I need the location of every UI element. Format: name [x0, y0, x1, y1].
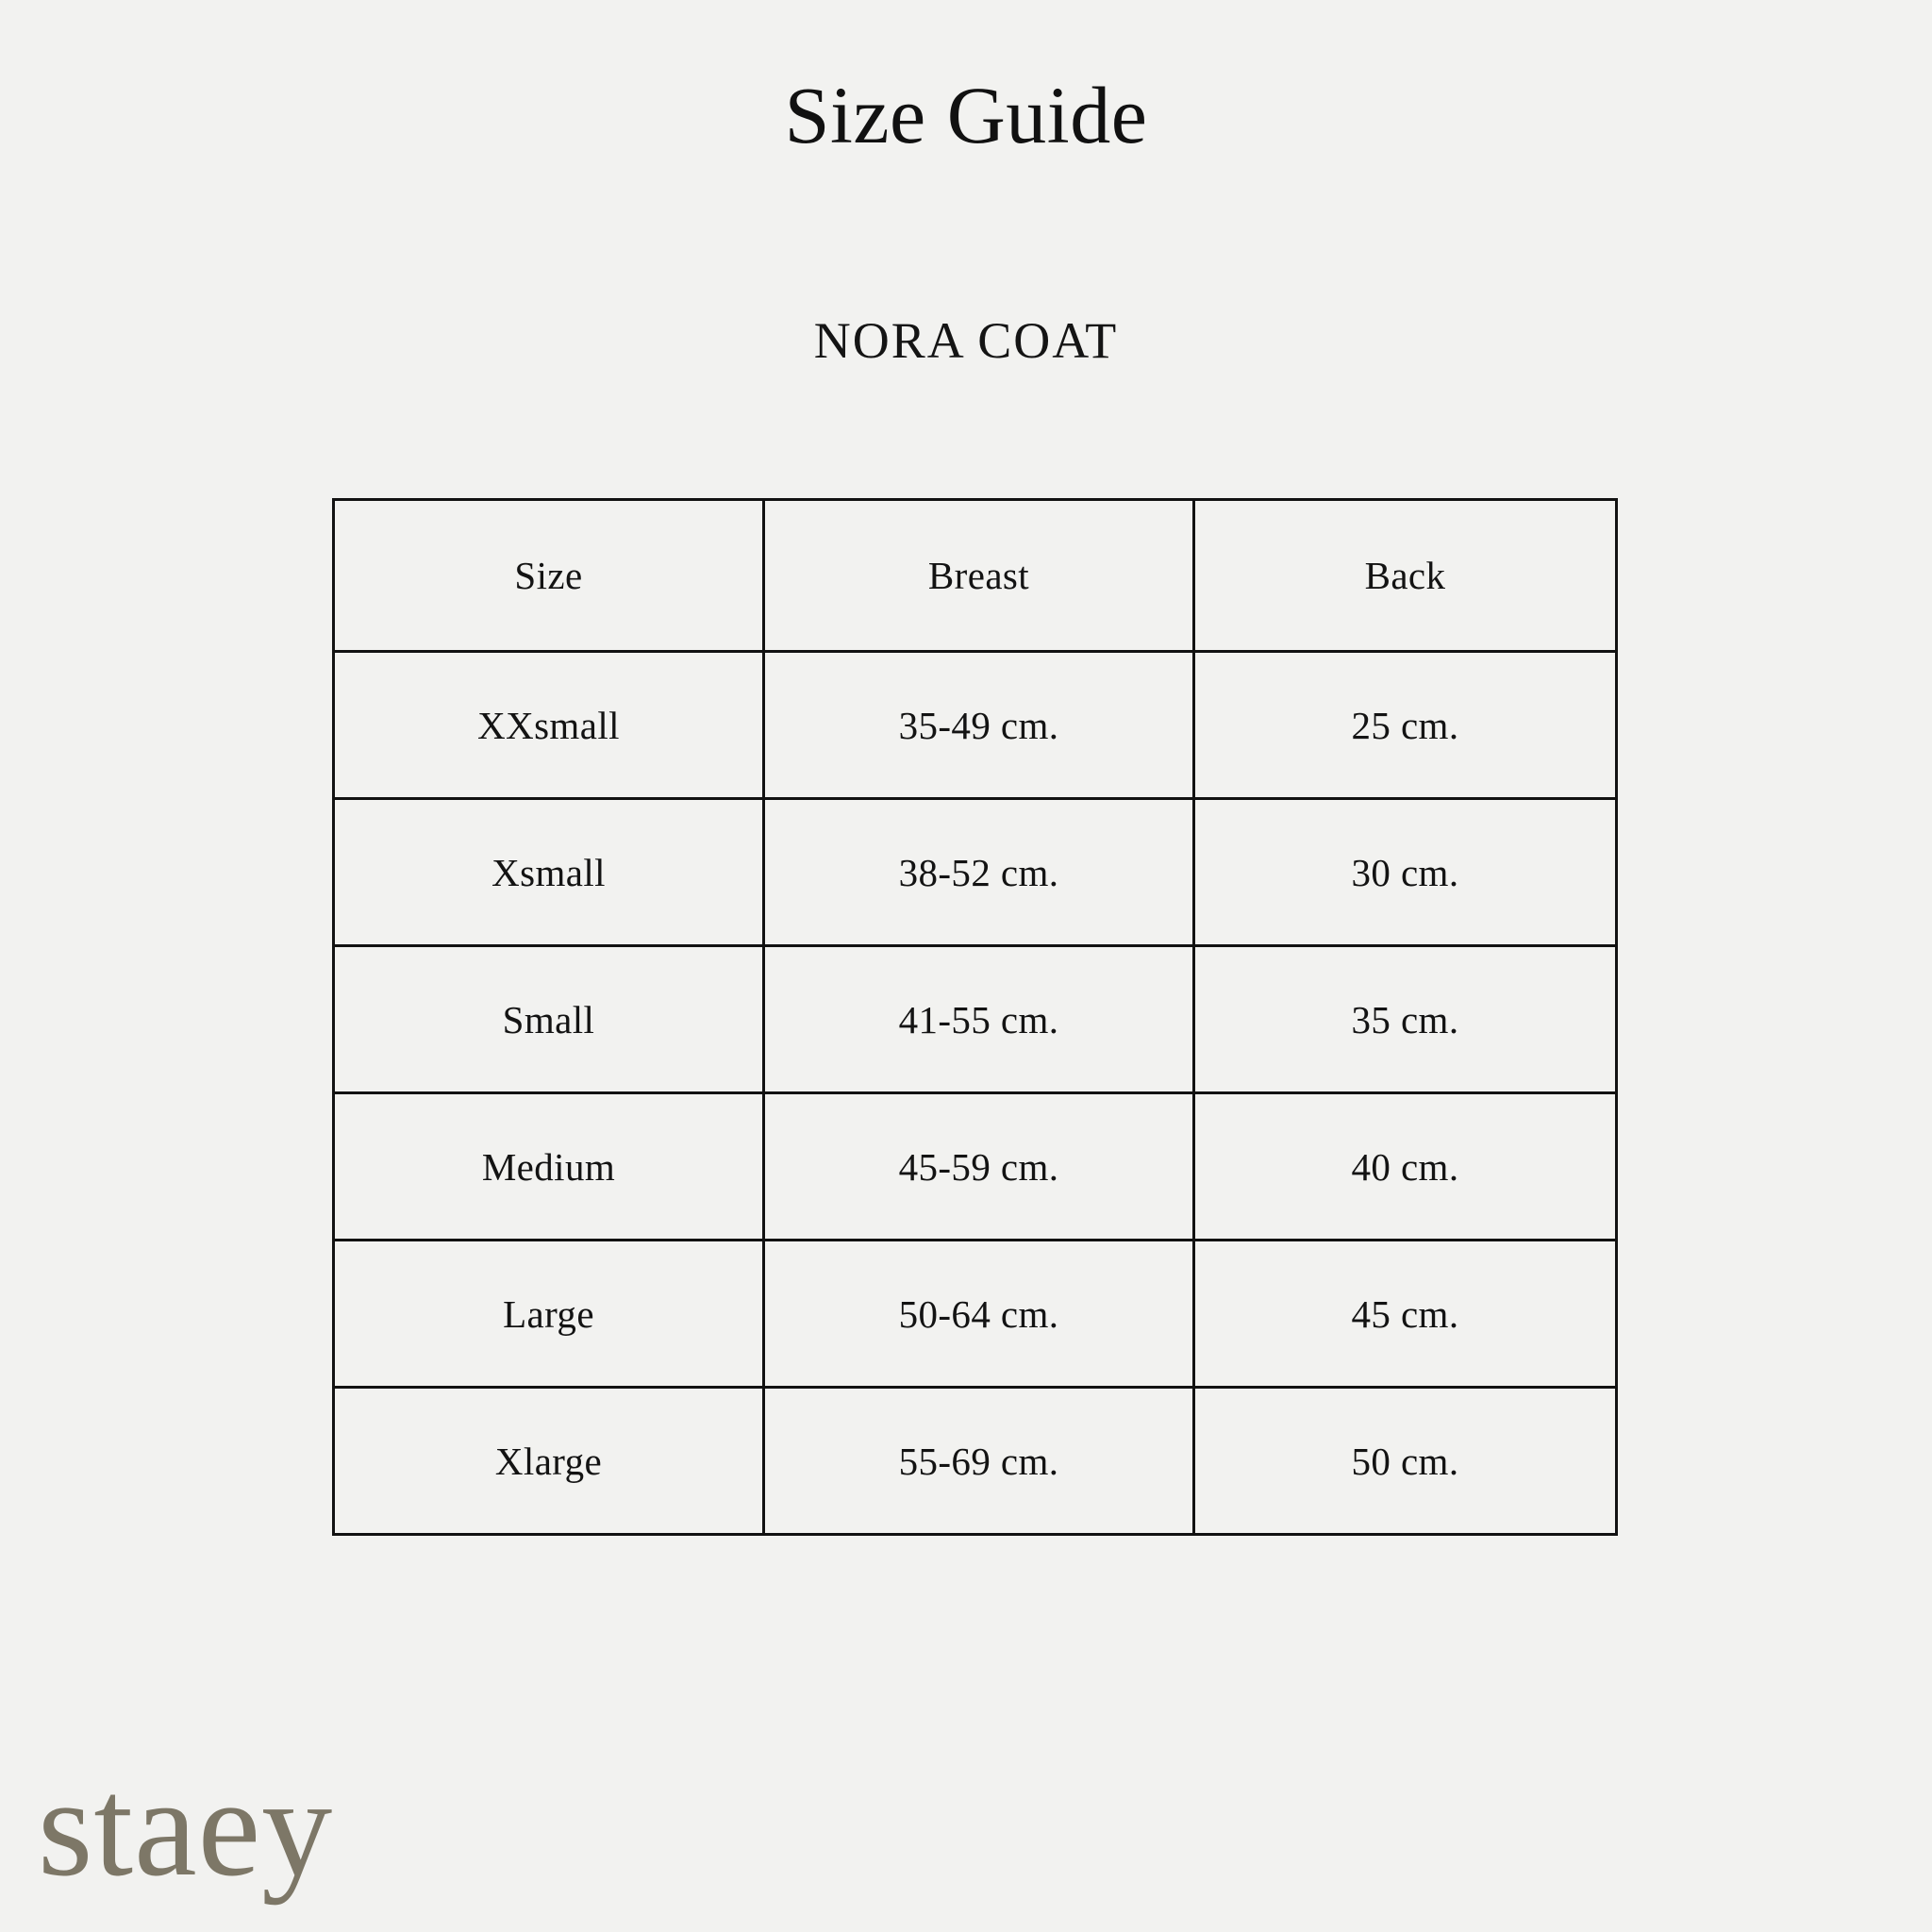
cell-breast: 55-69 cm. [764, 1388, 1194, 1535]
table-row [334, 1093, 1617, 1241]
cell-size: XXsmall [334, 652, 764, 799]
table-header-row [334, 500, 1617, 652]
cell-size: Xlarge [334, 1388, 764, 1535]
table-row [334, 652, 1617, 799]
cell-breast: 41-55 cm. [764, 946, 1194, 1093]
cell-breast: 38-52 cm. [764, 799, 1194, 946]
table-row [334, 1388, 1617, 1535]
cell-breast: 45-59 cm. [764, 1093, 1194, 1241]
cell-back: 45 cm. [1194, 1241, 1617, 1388]
cell-breast: 50-64 cm. [764, 1241, 1194, 1388]
size-table [332, 498, 1618, 1536]
brand-logo: staey [38, 1749, 334, 1906]
cell-size: Medium [334, 1093, 764, 1241]
cell-size: Small [334, 946, 764, 1093]
cell-size: Xsmall [334, 799, 764, 946]
cell-back: 30 cm. [1194, 799, 1617, 946]
cell-back: 25 cm. [1194, 652, 1617, 799]
cell-size: Large [334, 1241, 764, 1388]
size-table-container [332, 498, 1615, 1536]
table-row [334, 946, 1617, 1093]
cell-back: 35 cm. [1194, 946, 1617, 1093]
column-header-size: Size [334, 500, 764, 652]
cell-breast: 35-49 cm. [764, 652, 1194, 799]
column-header-back: Back [1194, 500, 1617, 652]
column-header-breast: Breast [764, 500, 1194, 652]
cell-back: 50 cm. [1194, 1388, 1617, 1535]
cell-back: 40 cm. [1194, 1093, 1617, 1241]
table-row [334, 799, 1617, 946]
product-name: NORA COAT [813, 312, 1119, 369]
table-row [334, 1241, 1617, 1388]
page-title: Size Guide [784, 70, 1148, 160]
